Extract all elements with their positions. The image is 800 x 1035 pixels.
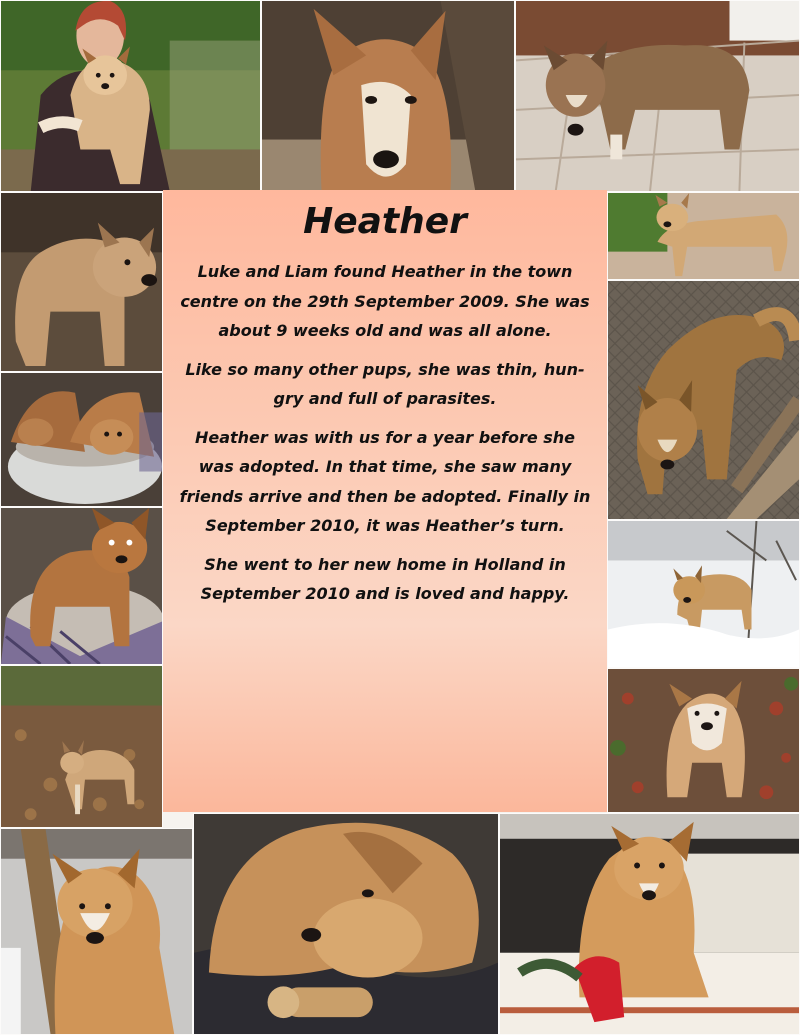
photo-puppy-in-bed [0, 507, 163, 665]
story-panel [163, 190, 607, 812]
photo-dog-by-fence [607, 280, 800, 520]
photo-dog-on-daybed [499, 813, 800, 1035]
photo-woman-holding-puppy [0, 0, 261, 192]
photo-dog-among-leaves [0, 665, 163, 828]
story-paragraph-adoption: Heather was with us for a year before she was adopted. In that time, she saw many friends arrive and then be adopted. Finally in September 2010, it was Heather’s turn. [179, 427, 591, 535]
photo-dog-in-snow [607, 520, 800, 668]
photo-puppy-on-tiles [515, 0, 800, 192]
dog-name-title: Heather [303, 201, 467, 242]
story-paragraph-new-home: She went to her new home in Holland in September 2010 and is loved and happy. [200, 554, 570, 603]
story-paragraph-found: Luke and Liam found Heather in the town centre on the 29th September 2009. She was about 9 weeks old and was all alone. [180, 262, 590, 340]
photo-puppy-standing-indoors [0, 192, 163, 372]
photo-puppy-face [261, 0, 515, 192]
story-paragraph-condition: Like so many other pups, she was thin, hun-gry and full of parasites. [185, 359, 585, 408]
photo-puppies-in-tub [0, 372, 163, 507]
photo-dog-autumn-leaves [607, 668, 800, 813]
photo-dog-by-plank [0, 828, 193, 1035]
photo-dog-chewing-bone [193, 813, 499, 1035]
photo-small-puppy-grass [607, 192, 800, 280]
